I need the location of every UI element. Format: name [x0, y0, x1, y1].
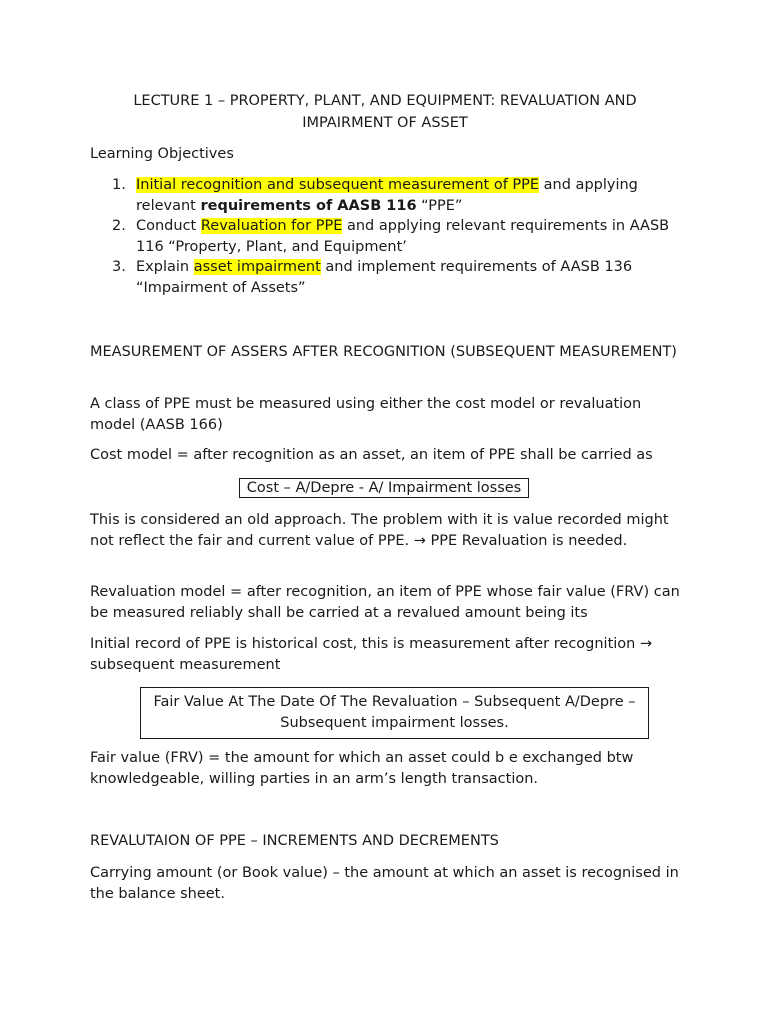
- objective-text: “PPE”: [416, 197, 463, 214]
- learning-objectives-heading: Learning Objectives: [90, 146, 234, 162]
- list-number: 3.: [112, 259, 126, 275]
- objective-text: and applying relevant requirements in AASB 116 “Property, Plant, and Equipment’: [136, 218, 670, 255]
- objective-text: Conduct: [136, 218, 201, 234]
- objective-text: Explain: [136, 259, 194, 275]
- paragraph-old-approach: This is considered an old approach. The problem with it is value recorded might not reflect the fair and current value of PPE. → PPE Revaluation is needed.: [90, 512, 669, 549]
- highlighted-text: Initial recognition and subsequent measurement of PPE: [136, 177, 540, 193]
- paragraph-carrying-amount: Carrying amount (or Book value) – the amount at which an asset is recognised in the balance sheet.: [90, 865, 679, 902]
- title-line-1: LECTURE 1 – PROPERTY, PLANT, AND EQUIPMENT: REVALUATION AND: [133, 93, 637, 109]
- objective-text: and applying relevant: [136, 177, 638, 214]
- objective-text: and implement requirements of AASB 136 “Impairment of Assets”: [136, 259, 633, 296]
- objective-item-3: [90, 257, 680, 298]
- objective-item-1: [90, 175, 680, 216]
- highlighted-text: asset impairment: [193, 259, 321, 275]
- paragraph-fair-value: Fair value (FRV) = the amount for which an asset could b e exchanged btw knowledgeable, willing parties in an arm’s length transaction.: [90, 750, 634, 787]
- revaluation-formula-box: Fair Value At The Date Of The Revaluation – Subsequent A/Depre – Subsequent impairment losses.: [140, 687, 649, 739]
- objective-item-2: [90, 216, 680, 257]
- highlighted-text: Revaluation for PPE: [200, 218, 343, 234]
- paragraph-revaluation-model: Revaluation model = after recognition, an item of PPE whose fair value (FRV) can be measured reliably shall be carried at a revalued amount being its: [90, 584, 680, 621]
- revaluation-heading: REVALUTAION OF PPE – INCREMENTS AND DECREMENTS: [90, 833, 499, 849]
- page-title: [90, 91, 680, 133]
- list-number: 1.: [112, 177, 126, 193]
- list-number: 2.: [112, 218, 126, 234]
- paragraph-class-of-ppe: A class of PPE must be measured using either the cost model or revaluation model (AASB 166): [90, 396, 642, 433]
- title-line-2: IMPAIRMENT OF ASSET: [302, 114, 468, 131]
- paragraph-initial-record: Initial record of PPE is historical cost, this is measurement after recognition → subsequent measurement: [90, 636, 653, 673]
- bold-text: requirements of AASB 116: [200, 197, 417, 214]
- measurement-heading: MEASUREMENT OF ASSERS AFTER RECOGNITION (SUBSEQUENT MEASUREMENT): [90, 344, 677, 360]
- cost-model-formula-box: Cost – A/Depre - A/ Impairment losses: [239, 478, 529, 498]
- learning-objectives-list: [90, 175, 680, 298]
- paragraph-cost-model: Cost model = after recognition as an asset, an item of PPE shall be carried as: [90, 447, 653, 463]
